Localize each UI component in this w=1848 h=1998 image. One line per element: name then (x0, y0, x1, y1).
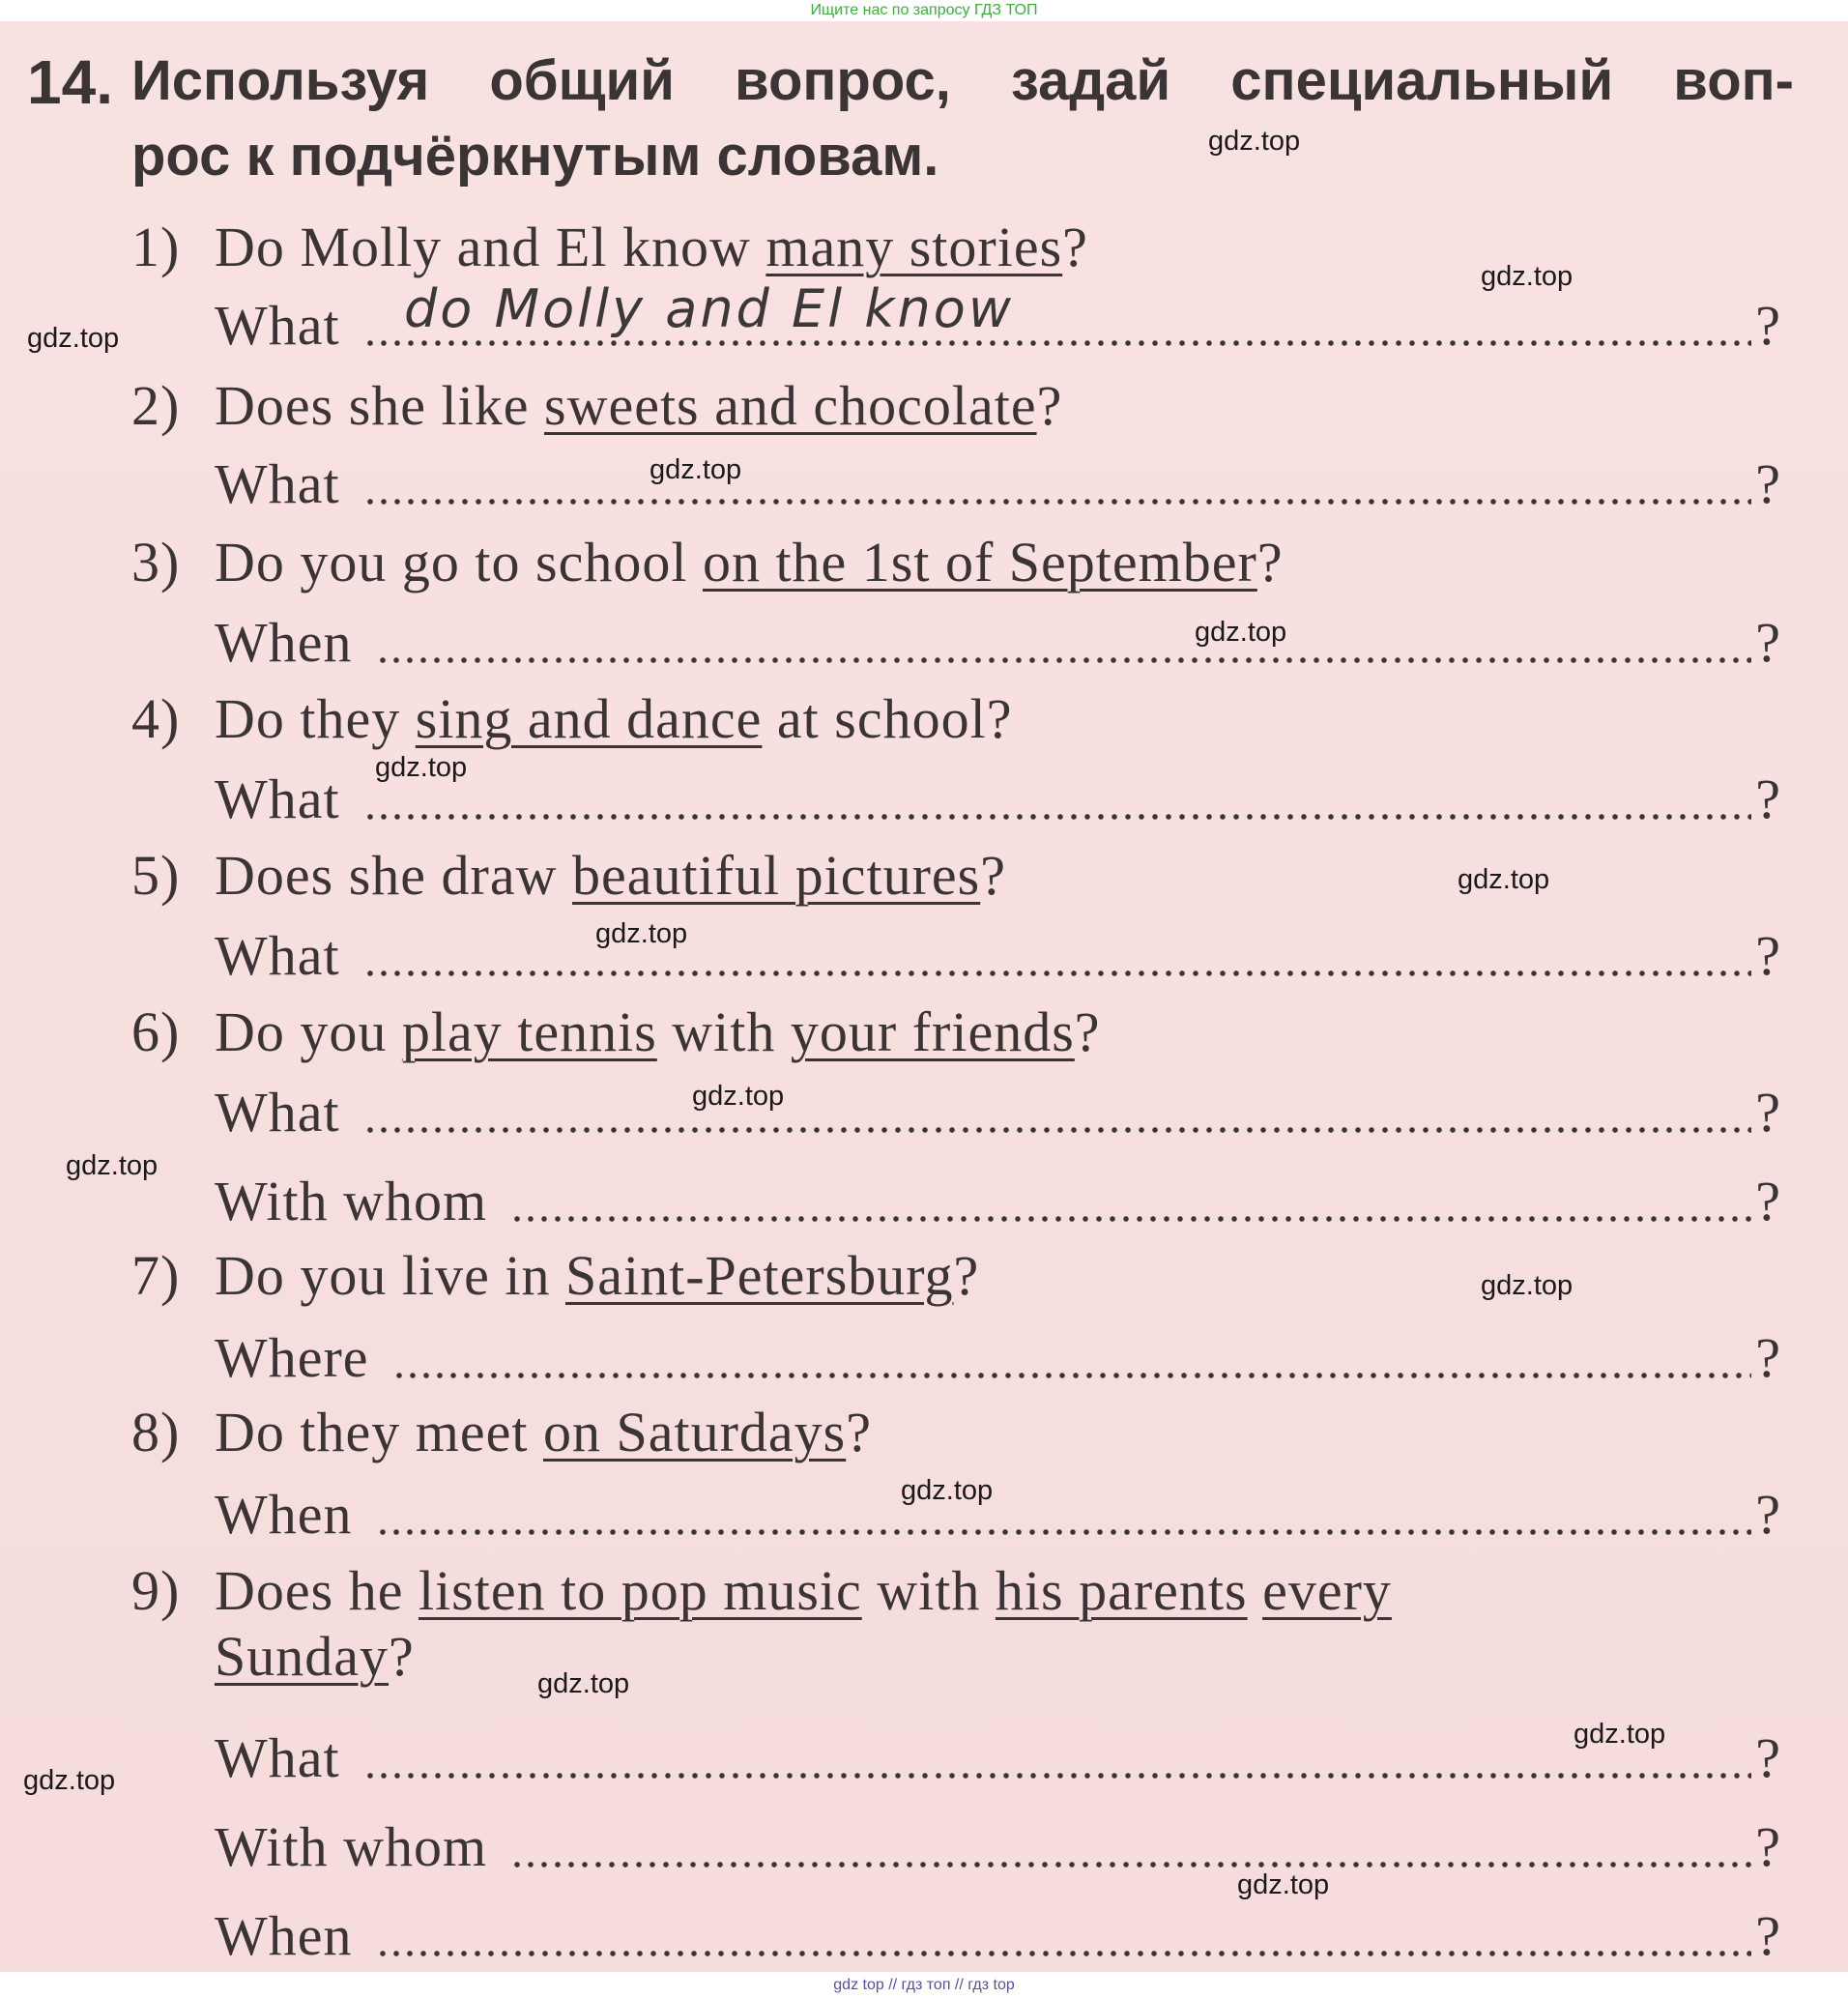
question-text: Does she draw (215, 844, 572, 907)
dotted-line (363, 499, 1752, 505)
question-text (1248, 1559, 1263, 1622)
answer-line-6a[interactable] (215, 1077, 1780, 1144)
task-instruction-line1 (131, 48, 1794, 113)
watermark: gdz.top (1195, 617, 1287, 648)
question-6 (131, 999, 1101, 1064)
question-number: 6) (131, 1000, 181, 1063)
watermark: gdz.top (23, 1765, 116, 1796)
underlined-words: listen to pop music (418, 1559, 862, 1622)
answer-line-2[interactable] (215, 449, 1780, 516)
watermark: gdz.top (595, 918, 688, 949)
question-8 (131, 1400, 872, 1464)
question-number: 7) (131, 1244, 181, 1307)
answer-label: What (215, 924, 340, 987)
watermark: gdz.top (375, 752, 468, 783)
answer-label: With whom (215, 1815, 488, 1878)
watermark: gdz.top (66, 1150, 159, 1181)
watermark: gdz.top (1574, 1719, 1666, 1750)
question-text: ? (389, 1625, 415, 1688)
top-banner[interactable]: Ищите нас по запросу ГДЗ ТОП (0, 0, 1848, 21)
answer-line-3[interactable] (215, 607, 1780, 675)
question-text: ? (1062, 216, 1088, 278)
task-number: 14. (27, 47, 113, 117)
instruction-word: вопрос, (735, 49, 951, 112)
question-5 (131, 843, 1006, 908)
dotted-line (363, 814, 1752, 820)
question-number: 4) (131, 687, 181, 750)
question-number: 8) (131, 1401, 181, 1463)
question-mark: ? (1755, 1815, 1780, 1878)
answer-label: What (215, 452, 340, 515)
question-text: ? (1074, 1000, 1101, 1063)
question-text: Does he (215, 1559, 419, 1622)
question-text: ? (980, 844, 1006, 907)
underlined-words: your friends (790, 1000, 1075, 1063)
question-mark: ? (1755, 1904, 1780, 1967)
underlined-words: beautiful pictures (571, 844, 981, 907)
question-mark: ? (1755, 1170, 1780, 1232)
watermark: gdz.top (1481, 1270, 1574, 1301)
watermark: gdz.top (901, 1475, 994, 1506)
question-text: with (861, 1559, 996, 1622)
question-text: ? (846, 1401, 872, 1463)
answer-label: When (215, 611, 353, 674)
answer-label: What (215, 1081, 340, 1144)
answer-label: With whom (215, 1170, 488, 1232)
underlined-words: sweets and chocolate (544, 374, 1037, 437)
watermark: gdz.top (692, 1081, 785, 1112)
task-instruction-line2: рос к подчёркнутым словам. (131, 125, 939, 188)
question-1 (131, 215, 1088, 279)
question-mark: ? (1755, 611, 1780, 674)
answer-label: What (215, 1726, 340, 1789)
question-text: Do you go to school (215, 531, 703, 594)
dotted-line (510, 1862, 1751, 1868)
question-mark: ? (1755, 767, 1780, 830)
underlined-words: Sunday (215, 1625, 389, 1688)
instruction-word: специальный (1230, 49, 1614, 112)
handwritten-answer: do Molly and El know (404, 278, 1014, 339)
question-2 (131, 373, 1062, 438)
answer-label: When (215, 1904, 353, 1967)
question-mark: ? (1755, 452, 1780, 515)
watermark: gdz.top (1481, 261, 1574, 292)
watermark: gdz.top (27, 323, 120, 354)
answer-line-9a[interactable] (215, 1723, 1780, 1790)
instruction-word: общий (489, 49, 675, 112)
underlined-words: his parents (995, 1559, 1248, 1622)
dotted-line (376, 1951, 1752, 1956)
instruction-word: Используя (131, 49, 430, 112)
question-mark: ? (1755, 924, 1780, 987)
underlined-words: sing and dance (415, 687, 763, 750)
dotted-line (363, 1773, 1752, 1779)
answer-label: What (215, 294, 340, 357)
question-9 (131, 1558, 1392, 1623)
question-mark: ? (1755, 1726, 1780, 1789)
question-mark: ? (1755, 1326, 1780, 1389)
instruction-word: воп- (1673, 49, 1794, 112)
question-number: 2) (131, 374, 181, 437)
question-mark: ? (1755, 1483, 1780, 1546)
question-text: Do they (215, 687, 416, 750)
dotted-line (363, 340, 1752, 346)
answer-label: What (215, 767, 340, 830)
dotted-line (363, 970, 1752, 976)
answer-line-9b[interactable] (215, 1811, 1780, 1879)
question-text: Does she like (215, 374, 544, 437)
question-text: ? (953, 1244, 980, 1307)
watermark: gdz.top (1237, 1869, 1330, 1900)
answer-line-5[interactable] (215, 920, 1780, 988)
dotted-line (392, 1373, 1752, 1378)
watermark: gdz.top (1208, 126, 1301, 157)
question-text: Do you (215, 1000, 402, 1063)
bottom-banner[interactable]: gdz top // гдз топ // гдз top (0, 1972, 1848, 1998)
question-9-continued (131, 1624, 415, 1689)
underlined-words: play tennis (401, 1000, 657, 1063)
underlined-words: many stories (765, 216, 1063, 278)
question-number: 3) (131, 531, 181, 594)
question-3 (131, 530, 1284, 594)
answer-label: Where (215, 1326, 369, 1389)
instruction-word: задай (1011, 49, 1171, 112)
question-mark: ? (1755, 294, 1780, 357)
underlined-words: Saint-Petersburg (564, 1244, 954, 1307)
answer-label: When (215, 1483, 353, 1546)
answer-line-8[interactable] (215, 1479, 1780, 1547)
dotted-line (376, 657, 1752, 663)
watermark: gdz.top (1458, 864, 1550, 895)
dotted-line (376, 1529, 1752, 1535)
question-number: 5) (131, 844, 181, 907)
underlined-words: on Saturdays (542, 1401, 847, 1463)
question-text: Do Molly and El know (215, 216, 766, 278)
dotted-line (363, 1127, 1752, 1133)
question-7 (131, 1243, 979, 1308)
question-4 (131, 686, 1012, 751)
question-text: ? (1036, 374, 1063, 437)
question-number: 9) (131, 1559, 181, 1622)
question-text: Do you live in (215, 1244, 565, 1307)
watermark: gdz.top (650, 454, 742, 485)
underlined-words: on the 1st of September (702, 531, 1257, 594)
watermark: gdz.top (537, 1668, 630, 1699)
question-text: with (656, 1000, 791, 1063)
question-number: 1) (131, 216, 181, 278)
question-text: ? (1256, 531, 1284, 594)
answer-line-7[interactable] (215, 1322, 1780, 1390)
question-mark: ? (1755, 1081, 1780, 1144)
dotted-line (510, 1216, 1751, 1222)
underlined-words: every (1262, 1559, 1392, 1622)
question-text: at school? (762, 687, 1013, 750)
answer-line-9c[interactable] (215, 1900, 1780, 1968)
question-text: Do they meet (215, 1401, 543, 1463)
answer-line-6b[interactable] (215, 1166, 1780, 1233)
